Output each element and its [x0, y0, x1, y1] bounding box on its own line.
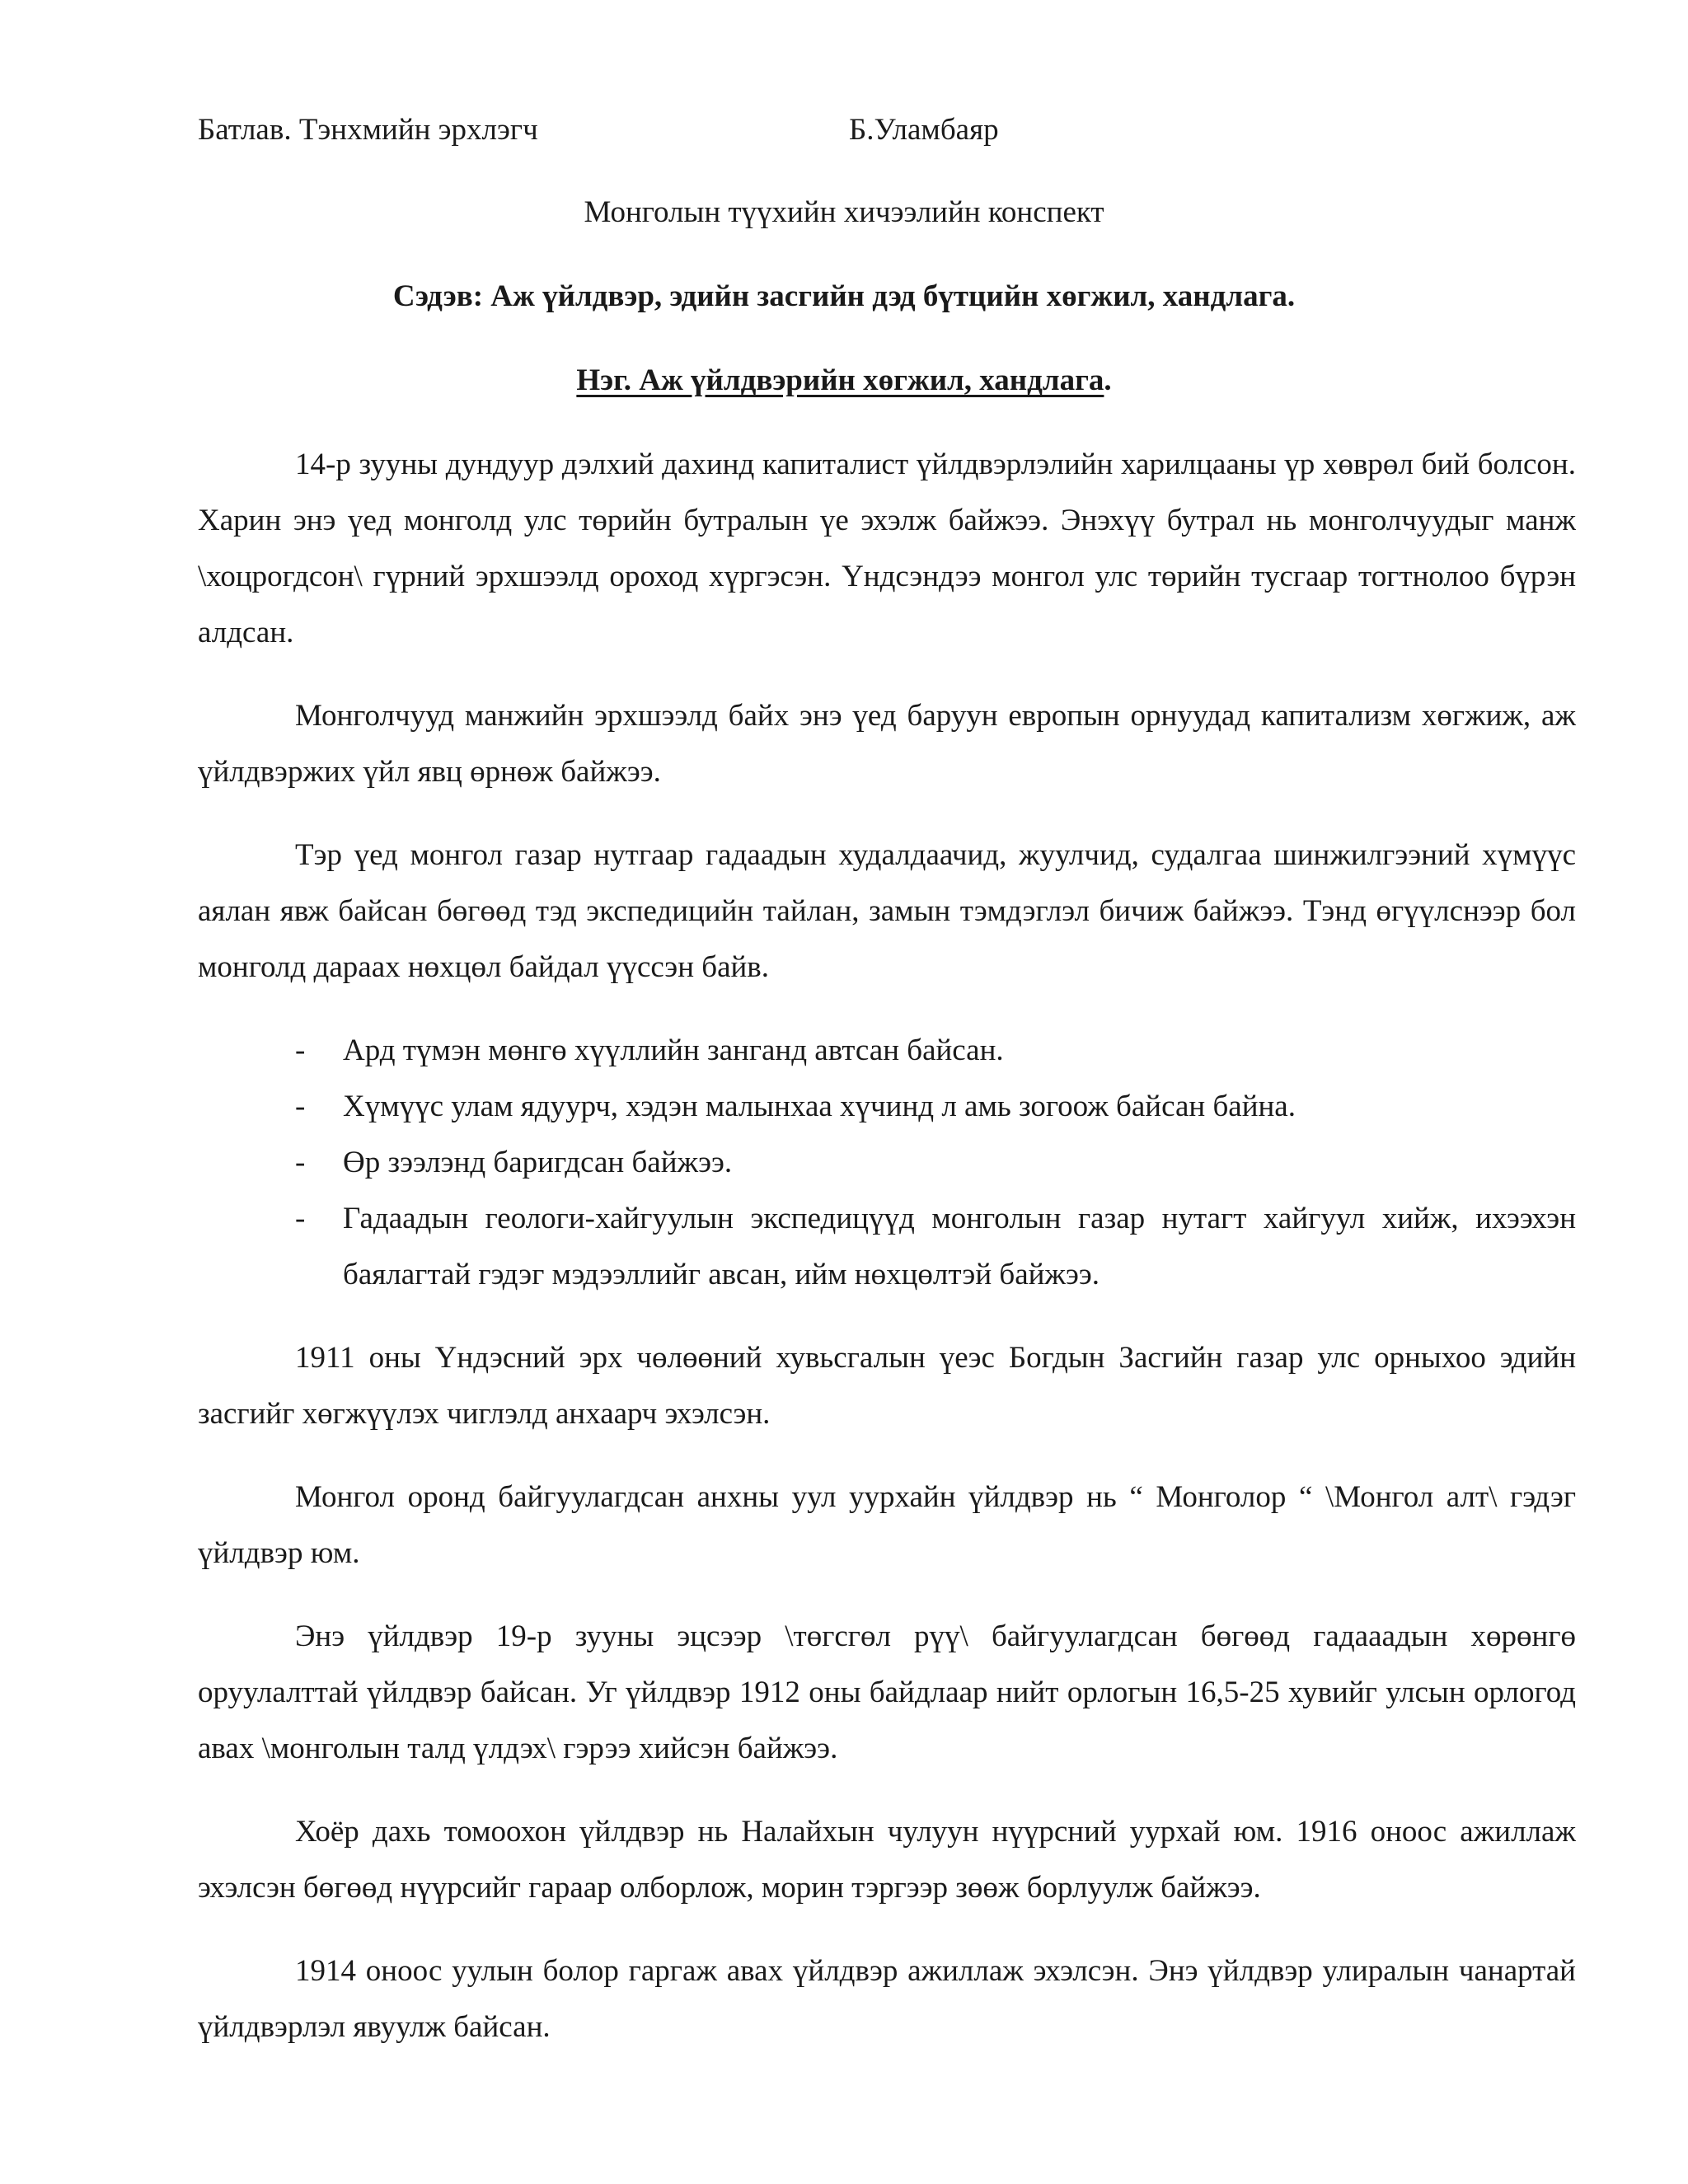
paragraph: Хоёр дахь томоохон үйлдвэр нь Налайхын чулуун нүүрсний уурхай юм. 1916 оноос ажиллаж эхэлсэн бөгөөд нүүрсийг гараар олборлож, морин тэргээр зөөж борлуулж байжээ. — [198, 1815, 1576, 1905]
list-item-text: Өр зээлэнд баригдсан байжээ. — [343, 1146, 733, 1179]
list-item — [198, 1191, 1576, 1303]
section-heading — [0, 361, 1688, 401]
approval-line: Батлав. Тэнхмийн эрхлэгч — [198, 113, 538, 147]
list-dash: - — [295, 1090, 306, 1123]
list-item-text: Хүмүүс улам ядуурч, хэдэн малынхаа хүчинд л амь зогоож байсан байна. — [343, 1090, 1296, 1123]
list-item — [198, 1023, 1576, 1079]
section-heading-text: Нэг. Аж үйлдвэрийн хөгжил, хандлага — [576, 363, 1104, 397]
paragraph: Монголчууд манжийн эрхшээлд байх энэ үед баруун европын орнуудад капитализм хөгжиж, аж үйлдвэржих үйл явц өрнөж байжээ. — [198, 699, 1576, 789]
list-dash: - — [295, 1202, 306, 1235]
document-body — [198, 437, 1576, 2083]
list-dash: - — [295, 1033, 306, 1067]
paragraph: 14-р зууны дундуур дэлхий дахинд капиталист үйлдвэрлэлийн харилцааны үр хөврөл бий болсон. Харин энэ үед монголд улс төрийн бутралын үе эхэлж байжээ. Энэхүү бутрал нь монголчуудыг манж \хоцрогдсон\ гүрний эрхшээлд ороход хүргэсэн. Үндсэндээ монгол улс төрийн тусгаар тогтнолоо бүрэн алдсан. — [198, 448, 1576, 649]
list-item — [198, 1079, 1576, 1135]
paragraph: Монгол оронд байгуулагдсан анхны уул уурхайн үйлдвэр нь “ Монголор “ \Монгол алт\ гэдэг үйлдвэр юм. — [198, 1480, 1576, 1570]
document-title: Монголын түүхийн хичээлийн конспект — [584, 195, 1104, 229]
list-dash: - — [295, 1146, 306, 1179]
topic-heading: Сэдэв: Аж үйлдвэр, эдийн засгийн дэд бүтцийн хөгжил, хандлага. — [392, 279, 1296, 313]
section-heading-period: . — [1104, 363, 1112, 397]
list-item — [198, 1135, 1576, 1191]
paragraph: 1911 оны Үндэсний эрх чөлөөний хувьсгалын үеэс Богдын Засгийн газар улс орныхоо эдийн засгийг хөгжүүлэх чиглэлд анхаарч эхэлсэн. — [198, 1341, 1576, 1431]
paragraph: Энэ үйлдвэр 19-р зууны эцсээр \төгсгөл рүү\ байгуулагдсан бөгөөд гадааадын хөрөнгө оруулалттай үйлдвэр байсан. Уг үйлдвэр 1912 оны байдлаар нийт орлогын 16,5-25 хувийг улсын орлогод авах \монголын талд үлдэх\ гэрээ хийсэн байжээ. — [198, 1619, 1576, 1765]
paragraph: Тэр үед монгол газар нутгаар гадаадын худалдаачид, жуулчид, судалгаа шинжилгээний хүмүүс аялан явж байсан бөгөөд тэд экспедицийн тайлан, замын тэмдэглэл бичиж байжээ. Тэнд өгүүлснээр бол монголд дараах нөхцөл байдал үүссэн байв. — [198, 838, 1576, 984]
list-item-text: Гадаадын геологи-хайгуулын экспедицүүд монголын газар нутагт хайгуул хийж, ихээхэн баялагтай гэдэг мэдээллийг авсан, ийм нөхцөлтэй байжээ. — [343, 1202, 1576, 1291]
paragraph: 1914 оноос уулын болор гаргаж авах үйлдвэр ажиллаж эхэлсэн. Энэ үйлдвэр улиралын чанартай үйлдвэрлэл явуулж байсан. — [198, 1954, 1576, 2044]
list-item-text: Ард түмэн мөнгө хүүллийн занганд автсан байсан. — [343, 1033, 1004, 1067]
approver-name: Б.Уламбаяр — [849, 113, 999, 147]
conditions-list — [198, 1023, 1576, 1303]
